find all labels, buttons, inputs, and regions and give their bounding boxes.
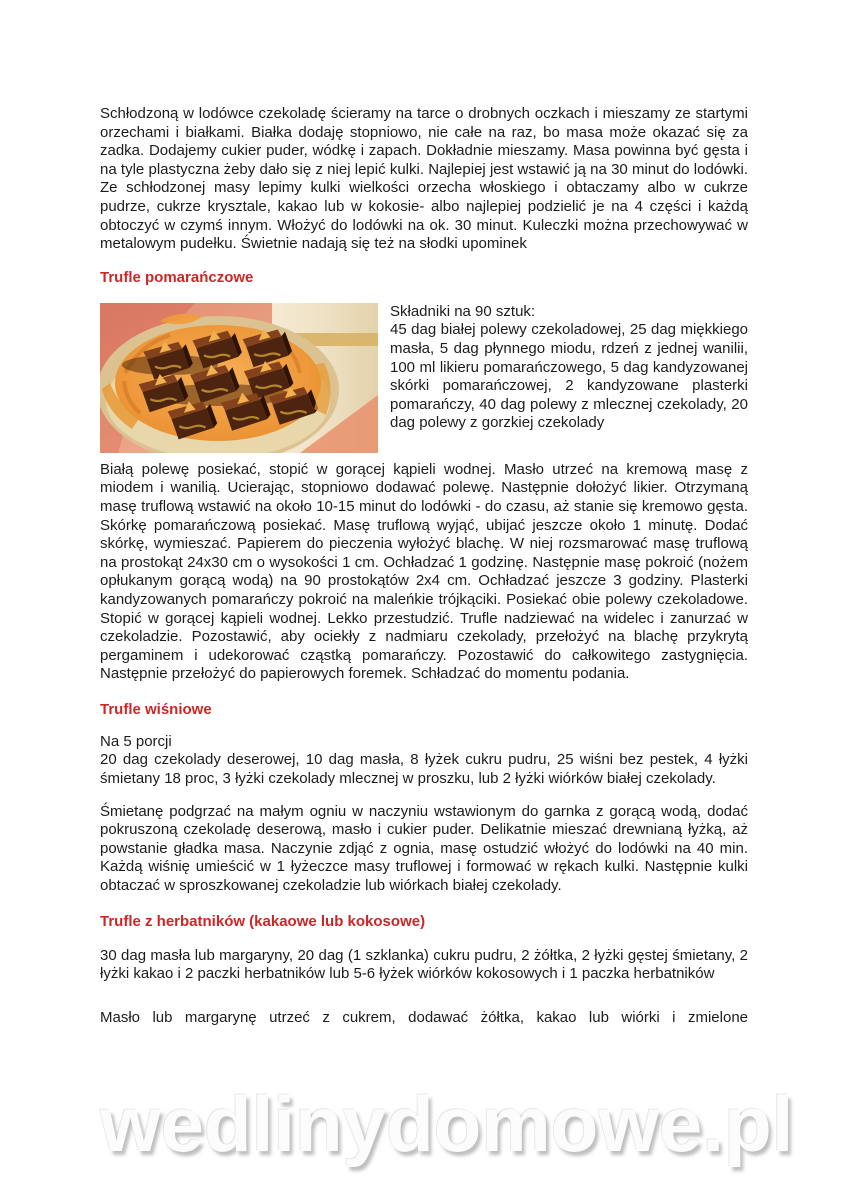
biscuit-instructions-partial: Masło lub margarynę utrzeć z cukrem, dodawać żółtka, kakao lub wiórki i zmielone bbox=[100, 1008, 748, 1026]
orange-media-row bbox=[100, 303, 748, 453]
truffles-photo bbox=[100, 303, 378, 453]
intro-paragraph: Schłodzoną w lodówce czekoladę ścieramy na tarce o drobnych oczkach i mieszamy ze startymi orzechami i białkami. Białka dodaję stopniowo, nie całe na raz, bo masa może okazać się za zadka. Dodajemy cukier puder, wódkę i zapach. Dokładnie mieszamy. Masa powinna być gęsta i na tyle plastyczna żeby dało się z niej lepić kulki. Najlepiej jest wstawić ją na 30 minut do lodówki. Ze schłodzonej masy lepimy kulki wielkości orzecha włoskiego i obtaczamy albo w cukrze pudrze, cukrze krysztale, kakao lub w kokosie- albo najlepiej podzielić je na 4 części i każdą obtoczyć w czymś innym. Włożyć do lodówki na ok. 30 minut. Kuleczki można przechowywać w metalowym pudełku. Świetnie nadają się też na słodki upominek bbox=[100, 105, 748, 253]
section-heading-biscuit: Trufle z herbatników (kakaowe lub kokosowe) bbox=[100, 912, 426, 930]
ingredients-heading: Składniki na 90 sztuk: bbox=[390, 302, 536, 320]
watermark-text: wedlinydomowe.pl bbox=[100, 1080, 794, 1168]
biscuit-ingredients-text: 30 dag masła lub margaryny, 20 dag (1 szklanka) cukru pudru, 2 żółtka, 2 łyżki gęstej śmietany, 2 łyżki kakao i 2 paczki herbatników lub 5-6 łyżek wiórków kokosowych i 1 paczka herbatników bbox=[100, 946, 748, 983]
cherry-servings-line: Na 5 porcji bbox=[100, 732, 172, 750]
orange-instructions-paragraph: Białą polewę posiekać, stopić w gorącej kąpieli wodnej. Masło utrzeć na kremową masę z miodem i wanilią. Ucierając, stopniowo dodawać polewę. Następnie dołożyć likier. Otrzymaną masę truflową wstawić na około 10-15 minut do lodówki - do czasu, aż stanie się kremowo gęsta. Skórkę pomarańczową posiekać. Masę truflową wyjąć, ubijać jeszcze około 1 minutę. Dodać skórkę, wymieszać. Papierem do pieczenia wyłożyć blachę. W niej rozsmarować masę truflową na prostokąt 24x30 cm o wysokości 1 cm. Ochładzać 1 godzinę. Następnie masę pokroić (nożem opłukanym gorącą wodą) na 90 prostokątów 2x4 cm. Ochładzać jeszcze 3 godziny. Plasterki kandyzowanych pomarańczy pokroić na maleńkie trójkąciki. Posiekać obie polewy czekoladowe. Stopić w gorącej kąpieli wodnej. Lekko przestudzić. Trufle nadziewać na widelec i zanurzać w czekoladzie. Pozostawić, aby ociekły z nadmiaru czekolady, przełożyć na blachę przykrytą pergaminem i udekorować cząstką pomarańczy. Pozostawić do całkowitego zastygnięcia. Następnie przełożyć do papierowych foremek. Schładzać do momentu podania. bbox=[100, 460, 748, 683]
section-heading-orange: Trufle pomarańczowe bbox=[100, 268, 254, 286]
orange-ingredients-text: 45 dag białej polewy czekoladowej, 25 dag miękkiego masła, 5 dag płynnego miodu, rdzeń z jednej wanilii, 100 ml likieru pomarańczowego, 5 dag kandyzowanej skórki pomarańczowej, 2 kandyzowane plasterki pomarańczy, 40 dag polewy z mlecznej czekolady, 20 dag polewy z gorzkiej czekolady bbox=[390, 321, 748, 432]
cherry-instructions-paragraph: Śmietanę podgrzać na małym ogniu w naczyniu wstawionym do garnka z gorącą wodą, dodać pokruszoną czekoladę deserową, masło i cukier puder. Delikatnie mieszać drewnianą łyżką, aż powstanie gładka masa. Naczynie zdjąć z ognia, masę ostudzić włożyć do lodówki na 40 min. Każdą wiśnię umieścić w 1 łyżeczce masy truflowej i formować w rękach kulki. Następnie kulki obtaczać w sproszkowanej czekoladzie lub wiórkach białej czekolady. bbox=[100, 802, 748, 895]
orange-ingredients-column bbox=[390, 303, 748, 453]
section-heading-cherry: Trufle wiśniowe bbox=[100, 700, 212, 718]
document-content bbox=[100, 105, 748, 1027]
cherry-ingredients-text: 20 dag czekolady deserowej, 10 dag masła, 8 łyżek cukru pudru, 25 wiśni bez pestek, 4 łyżki śmietany 18 proc, 3 łyżki czekolady mlecznej w proszku, lub 2 łyżki wiórków białej czekolady. bbox=[100, 751, 748, 788]
cherry-ingredients-block bbox=[100, 733, 748, 789]
truffles-photo-illustration bbox=[100, 303, 378, 453]
